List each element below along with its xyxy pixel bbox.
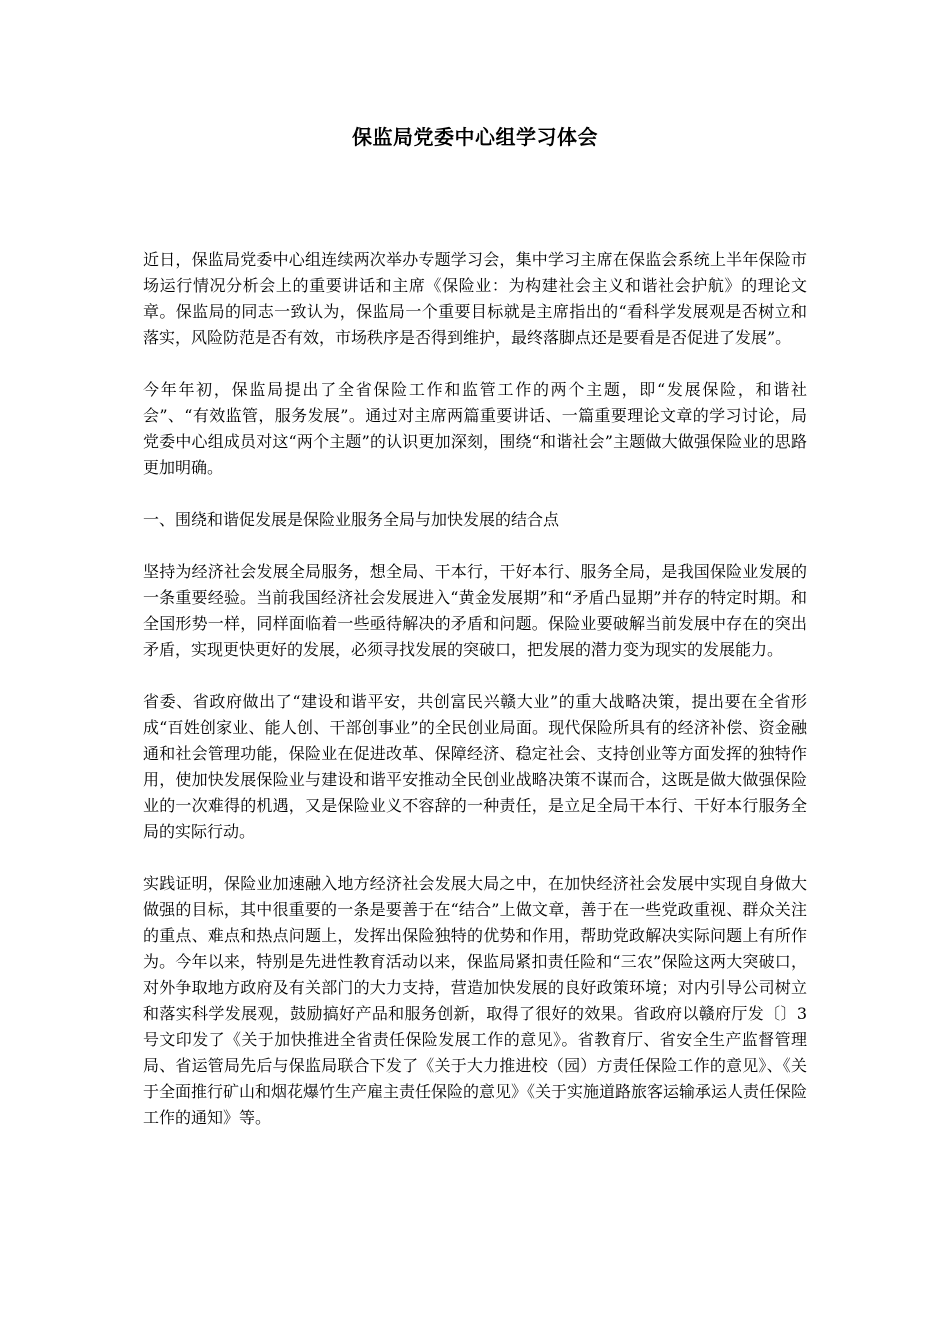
- paragraph-strategy: 省委、省政府做出了“建设和谐平安，共创富民兴赣大业”的重大战略决策，提出要在全省形成“百姓创家业、能人创、干部创事业”的全民创业局面。现代保险所具有的经济补偿、资金融通和社会管理功能，保险业在促进改革、保障经济、稳定社会、支持创业等方面发挥的独特作用，使加快发展保险业与建设和谐平安推动全民创业战略决策不谋而合，这既是做大做强保险业的一次难得的机遇，又是保险业义不容辞的一种责任，是立足全局干本行、干好本行服务全局的实际行动。: [143, 692, 807, 841]
- paragraph-practice: 实践证明，保险业加速融入地方经济社会发展大局之中，在加快经济社会发展中实现自身做大做强的目标，其中很重要的一条是要善于在“结合”上做文章，善于在一些党政重视、群众关注的重点、难点和热点问题上，发挥出保险独特的优势和作用，帮助党政解决实际问题上有所作为。今年以来，特别是先进性教育活动以来，保监局紧扣责任险和“三农”保险这两大突破口，对外争取地方政府及有关部门的大力支持，营造加快发展的良好政策环境；对内引导公司树立和落实科学发展观，鼓励搞好产品和服务创新，取得了很好的效果。省政府以赣府厅发〔〕3 号文印发了《关于加快推进全省责任保险发展工作的意见》。省教育厅、省安全生产监督管理局、省运管局先后与保监局联合下发了《关于大力推进校（园）方责任保险工作的意见》、《关于全面推行矿山和烟花爆竹生产雇主责任保险的意见》《关于实施道路旅客运输承运人责任保险工作的通知》等。: [143, 874, 808, 1127]
- document-body: [143, 247, 807, 1157]
- paragraph-experience: 坚持为经济社会发展全局服务，想全局、干本行，干好本行、服务全局，是我国保险业发展的一条重要经验。当前我国经济社会发展进入“黄金发展期”和“矛盾凸显期”并存的特定时期。和全国形势一样，同样面临着一些亟待解决的矛盾和问题。保险业要破解当前发展中存在的突出矛盾，实现更快更好的发展，必须寻找发展的突破口，把发展的潜力变为现实的发展能力。: [143, 562, 807, 659]
- document-title: 保监局党委中心组学习体会: [352, 125, 598, 149]
- paragraph-intro: 近日，保监局党委中心组连续两次举办专题学习会，集中学习主席在保监会系统上半年保险市场运行情况分析会上的重要讲话和主席《保险业：为构建社会主义和谐社会护航》的理论文章。保监局的同志一致认为，保监局一个重要目标就是主席指出的“看科学发展观是否树立和落实，风险防范是否有效，市场秩序是否得到维护，最终落脚点还是要看是否促进了发展”。: [143, 250, 807, 347]
- section-heading-1: 一、围绕和谐促发展是保险业服务全局与加快发展的结合点: [143, 510, 560, 529]
- paragraph-themes: 今年年初，保监局提出了全省保险工作和监管工作的两个主题，即“发展保险，和谐社会”、“有效监管，服务发展”。通过对主席两篇重要讲话、一篇重要理论文章的学习讨论，局党委中心组成员对这“两个主题”的认识更加深刻，围绕“和谐社会”主题做大做强保险业的思路更加明确。: [143, 380, 807, 477]
